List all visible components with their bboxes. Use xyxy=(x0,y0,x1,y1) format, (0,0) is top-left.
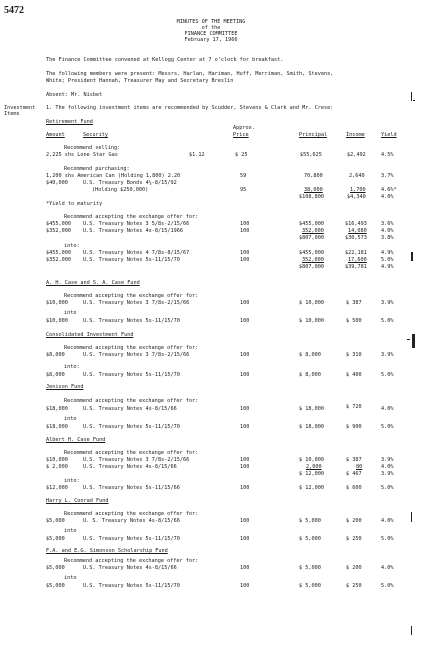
albert-a-income: $ 387 xyxy=(346,457,362,463)
albert-b-yield: 5.0% xyxy=(381,485,394,491)
header-committee: FINANCE COMMITTEE xyxy=(184,31,238,37)
recommend-purchasing: Recommend purchasing: xyxy=(64,166,130,172)
header-title: MINUTES OF THE MEETING xyxy=(176,19,246,25)
absent-line: Absent: Mr. Nisbet xyxy=(46,92,103,98)
simonson-a-price: 100 xyxy=(240,565,250,571)
jenison-b-security: U.S. Treasury Notes 5s-11/15/70 xyxy=(83,424,180,430)
conrad-a-price: 100 xyxy=(240,518,250,524)
sell-row-market-price: $1.12 xyxy=(189,152,205,158)
present-line-2: White; President Hannah, Treasurer May and Secretary Breslin xyxy=(46,78,234,84)
purchase-row-1-yield: 3.7% xyxy=(381,173,394,179)
albert-b-amount: $12,000 xyxy=(46,485,68,491)
jenison-exchange-label: Recommend accepting the exchange offer for: xyxy=(64,398,199,404)
albert-total-yield: 3.9% xyxy=(381,471,394,477)
case-b-principal: $ 10,000 xyxy=(299,318,324,324)
albert-c-principal: 2,000 xyxy=(306,464,322,470)
conrad-a-yield: 4.0% xyxy=(381,518,394,524)
consolidated-b-yield: 5.0% xyxy=(381,372,394,378)
case-a-security: U.S. Treasury Notes 3 7/8s-2/15/66 xyxy=(83,300,190,306)
retirement-e1-amount: $455,000 xyxy=(46,221,71,227)
retirement-e-total-principal: $807,000 xyxy=(299,235,324,241)
retirement-i2-income: 17,600 xyxy=(348,257,367,263)
conrad-b-principal: $ 5,000 xyxy=(299,536,321,542)
retirement-e1-principal: $455,000 xyxy=(299,221,324,227)
case-b-amount: $10,000 xyxy=(46,318,68,324)
simonson-b-price: 100 xyxy=(240,583,250,589)
retirement-i-total-principal: $807,000 xyxy=(299,264,324,270)
purchase-row-1-principal: 70,800 xyxy=(304,173,323,179)
margin-label-items: Items xyxy=(4,111,20,117)
conrad-into-label: into xyxy=(64,528,77,534)
simonson-b-income: $ 250 xyxy=(346,583,362,589)
intro-paragraph: The Finance Committee convened at Kellogg Center at 7 o'clock for breakfast. xyxy=(46,57,284,63)
consolidated-a-price: 100 xyxy=(240,352,250,358)
retirement-e-total-income: $30,573 xyxy=(345,235,367,241)
conrad-b-amount: $5,000 xyxy=(46,536,65,542)
case-exchange-label: Recommend accepting the exchange offer for: xyxy=(64,293,199,299)
retirement-e2-principal: 352,000 xyxy=(302,228,324,234)
purchase-total-principal: $108,800 xyxy=(299,194,324,200)
jenison-a-price: 100 xyxy=(240,406,250,412)
purchase-row-1-income: 2,640 xyxy=(349,173,365,179)
case-a-price: 100 xyxy=(240,300,250,306)
purchase-row-2-income: 1,700 xyxy=(350,187,366,193)
sell-row-yield: 4.5% xyxy=(381,152,394,158)
scan-mark xyxy=(413,100,415,101)
col-header-amount: Amount xyxy=(46,132,65,138)
albert-b-price: 100 xyxy=(240,485,250,491)
retirement-i2-yield: 5.0% xyxy=(381,257,394,263)
scan-mark xyxy=(411,512,412,522)
retirement-e1-yield: 3.6% xyxy=(381,221,394,227)
case-into-label: into xyxy=(64,310,77,316)
jenison-a-amount: $18,000 xyxy=(46,406,68,412)
recommend-selling: Recommend selling: xyxy=(64,145,121,151)
purchase-total-income: $4,340 xyxy=(347,194,366,200)
footnote-yield-to-maturity: *Yield to maturity xyxy=(46,201,103,207)
consolidated-into-label: into: xyxy=(64,364,80,370)
retirement-e2-amount: $352,000 xyxy=(46,228,71,234)
albert-c-price: 100 xyxy=(240,464,250,470)
simonson-b-security: U.S. Treasury Notes 5s-11/15/70 xyxy=(83,583,180,589)
albert-total-principal: $ 12,000 xyxy=(299,471,324,477)
albert-total-income: $ 467 xyxy=(346,471,362,477)
col-header-yield: Yield xyxy=(381,132,397,138)
albert-exchange-label: Recommend accepting the exchange offer for: xyxy=(64,450,199,456)
margin-label-investment: Investment xyxy=(4,105,36,111)
purchase-row-1-price: 59 xyxy=(240,173,247,179)
retirement-i1-amount: $455,000 xyxy=(46,250,71,256)
consolidated-b-price: 100 xyxy=(240,372,250,378)
purchase-row-2-principal: 38,000 xyxy=(304,187,323,193)
retirement-e1-price: 100 xyxy=(240,221,250,227)
consolidated-a-income: $ 310 xyxy=(346,352,362,358)
case-a-principal: $ 10,000 xyxy=(299,300,324,306)
jenison-a-security: U.S. Treasury Notes 4s-8/15/66 xyxy=(83,406,177,412)
retirement-i2-price: 100 xyxy=(240,257,250,263)
case-b-price: 100 xyxy=(240,318,250,324)
conrad-b-security: U.S. Treasury Notes 5s-11/15/70 xyxy=(83,536,180,542)
simonson-a-principal: $ 5,000 xyxy=(299,565,321,571)
retirement-i1-price: 100 xyxy=(240,250,250,256)
header-of: of the xyxy=(201,25,221,31)
conrad-a-amount: $5,000 xyxy=(46,518,65,524)
sell-row-income: $2,492 xyxy=(347,152,366,158)
albert-c-income: 80 xyxy=(356,464,363,470)
page-number: 5472 xyxy=(4,5,24,16)
retirement-e1-income: $16,493 xyxy=(345,221,367,227)
jenison-b-yield: 5.0% xyxy=(381,424,394,430)
consolidated-b-amount: $8,000 xyxy=(46,372,65,378)
sell-row-principal: $55,625 xyxy=(300,152,322,158)
simonson-into-label: into xyxy=(64,575,77,581)
simonson-b-amount: $5,000 xyxy=(46,583,65,589)
conrad-a-security: U. S. Treasury Notes 4s-8/15/66 xyxy=(83,518,180,524)
fund-title-jenison: Jenison Fund xyxy=(46,384,84,390)
consolidated-exchange-label: Recommend accepting the exchange offer for: xyxy=(64,345,199,351)
fund-title-conrad: Harry L. Conrad Fund xyxy=(46,498,109,504)
retirement-i2-amount: $352,000 xyxy=(46,257,71,263)
purchase-row-1-amount: 1,200 shs American Can (Holding 1,800) 2.20 xyxy=(46,173,181,179)
jenison-into-label: into xyxy=(64,416,77,422)
case-b-income: $ 500 xyxy=(346,318,362,324)
scan-mark xyxy=(412,334,415,348)
fund-title-albert: Albert H. Case Fund xyxy=(46,437,106,443)
consolidated-a-yield: 3.9% xyxy=(381,352,394,358)
retirement-e2-income: 14,080 xyxy=(348,228,367,234)
albert-a-yield: 3.9% xyxy=(381,457,394,463)
albert-into-label: into: xyxy=(64,478,80,484)
case-b-yield: 5.0% xyxy=(381,318,394,324)
retirement-e2-yield: 4.0% xyxy=(381,228,394,234)
present-line-1: The following members were present: Messrs. Harlan, Hariman, Huff, Merriman, Smith, Stevens, xyxy=(46,71,334,77)
conrad-b-price: 100 xyxy=(240,536,250,542)
case-b-security: U.S. Treasury Notes 5s-11/15/70 xyxy=(83,318,180,324)
albert-a-principal: $ 10,000 xyxy=(299,457,324,463)
scan-mark xyxy=(411,252,413,261)
fund-title-consolidated: Consolidated Investment Fund xyxy=(46,332,134,338)
retirement-i-total-income: $39,781 xyxy=(345,264,367,270)
retirement-i1-security: U.S. Treasury Notes 4 7/8s-8/15/67 xyxy=(83,250,190,256)
conrad-b-yield: 5.0% xyxy=(381,536,394,542)
case-a-yield: 3.9% xyxy=(381,300,394,306)
albert-b-principal: $ 12,000 xyxy=(299,485,324,491)
sell-row-amount: 2,225 shs Lone Star Gas xyxy=(46,152,118,158)
retirement-e-total-yield: 3.8% xyxy=(381,235,394,241)
header-date: February 17, 1966 xyxy=(184,37,238,43)
col-header-security: Security xyxy=(83,132,108,138)
col-header-price: Price xyxy=(233,132,249,138)
scan-mark xyxy=(411,92,412,101)
simonson-a-income: $ 200 xyxy=(346,565,362,571)
retirement-i-total-yield: 4.9% xyxy=(381,264,394,270)
simonson-a-amount: $5,000 xyxy=(46,565,65,571)
retirement-i1-income: $22,181 xyxy=(345,250,367,256)
simonson-b-yield: 5.0% xyxy=(381,583,394,589)
conrad-b-income: $ 250 xyxy=(346,536,362,542)
jenison-b-principal: $ 18,000 xyxy=(299,424,324,430)
scan-mark xyxy=(407,339,410,340)
albert-a-security: U.S. Treasury Notes 3 7/8s-2/15/66 xyxy=(83,457,190,463)
albert-c-yield: 4.0% xyxy=(381,464,394,470)
consolidated-b-security: U.S. Treasury Notes 5s-11/15/70 xyxy=(83,372,180,378)
albert-c-amount: $ 2,000 xyxy=(46,464,68,470)
purchase-row-2-amount: $40,000 xyxy=(46,180,68,186)
purchase-row-2-security: U.S. Treasury Bonds 4¼-8/15/92 xyxy=(83,180,177,186)
retirement-i2-principal: 352,000 xyxy=(302,257,324,263)
col-header-approx: Approx. xyxy=(233,125,255,131)
jenison-b-price: 100 xyxy=(240,424,250,430)
consolidated-b-principal: $ 8,000 xyxy=(299,372,321,378)
retirement-i2-security: U.S. Treasury Notes 5s-11/15/70 xyxy=(83,257,180,263)
retirement-i1-yield: 4.9% xyxy=(381,250,394,256)
simonson-a-security: U.S. Treasury Notes 4s-8/15/66 xyxy=(83,565,177,571)
case-a-amount: $10,000 xyxy=(46,300,68,306)
case-a-income: $ 387 xyxy=(346,300,362,306)
conrad-exchange-label: Recommend accepting the exchange offer for: xyxy=(64,511,199,517)
consolidated-a-principal: $ 8,000 xyxy=(299,352,321,358)
albert-c-security: U.S. Treasury Notes 4s-8/15/66 xyxy=(83,464,177,470)
albert-a-price: 100 xyxy=(240,457,250,463)
albert-b-income: $ 600 xyxy=(346,485,362,491)
col-header-income: Income xyxy=(346,132,365,138)
consolidated-a-amount: $8,000 xyxy=(46,352,65,358)
purchase-row-2-price: 95 xyxy=(240,187,247,193)
retirement-e1-security: U.S. Treasury Notes 3 5/8s-2/15/66 xyxy=(83,221,190,227)
fund-title-retirement: Retirement Fund xyxy=(46,119,93,125)
jenison-a-income: $ 720 xyxy=(346,404,362,410)
item-1-heading: 1. The following investment items are recommended by Scudder, Stevens & Clark and Mr. Crese: xyxy=(46,105,334,111)
jenison-a-principal: $ 18,000 xyxy=(299,406,324,412)
simonson-a-yield: 4.0% xyxy=(381,565,394,571)
fund-title-simonson: F.A. and E.G. Simonson Scholarship Fund xyxy=(46,548,168,554)
consolidated-a-security: U.S. Treasury Notes 3 7/8s-2/15/66 xyxy=(83,352,190,358)
jenison-a-yield: 4.0% xyxy=(381,406,394,412)
retirement-into-label: into: xyxy=(64,243,80,249)
sell-row-price: $ 25 xyxy=(235,152,248,158)
consolidated-b-income: $ 400 xyxy=(346,372,362,378)
simonson-b-principal: $ 5,000 xyxy=(299,583,321,589)
jenison-b-amount: $18,000 xyxy=(46,424,68,430)
purchase-row-2-yield: 4.6%* xyxy=(381,187,397,193)
simonson-exchange-label: Recommend accepting the exchange offer for: xyxy=(64,558,199,564)
retirement-e2-price: 100 xyxy=(240,228,250,234)
col-header-principal: Principal xyxy=(299,132,328,138)
albert-a-amount: $10,000 xyxy=(46,457,68,463)
retirement-e2-security: U.S. Treasury Notes 4s-8/15/1966 xyxy=(83,228,183,234)
conrad-a-income: $ 200 xyxy=(346,518,362,524)
jenison-b-income: $ 900 xyxy=(346,424,362,430)
fund-title-case: A. H. Case and S. A. Case Fund xyxy=(46,280,140,286)
albert-b-security: U.S. Treasury Notes 5s-11/15/66 xyxy=(83,485,180,491)
purchase-total-yield: 4.0% xyxy=(381,194,394,200)
retirement-i1-principal: $455,000 xyxy=(299,250,324,256)
retirement-exchange-label: Recommend accepting the exchange offer for: xyxy=(64,214,199,220)
scan-mark xyxy=(411,626,412,635)
purchase-row-2-holding: (Holding $250,000) xyxy=(92,187,149,193)
conrad-a-principal: $ 5,000 xyxy=(299,518,321,524)
